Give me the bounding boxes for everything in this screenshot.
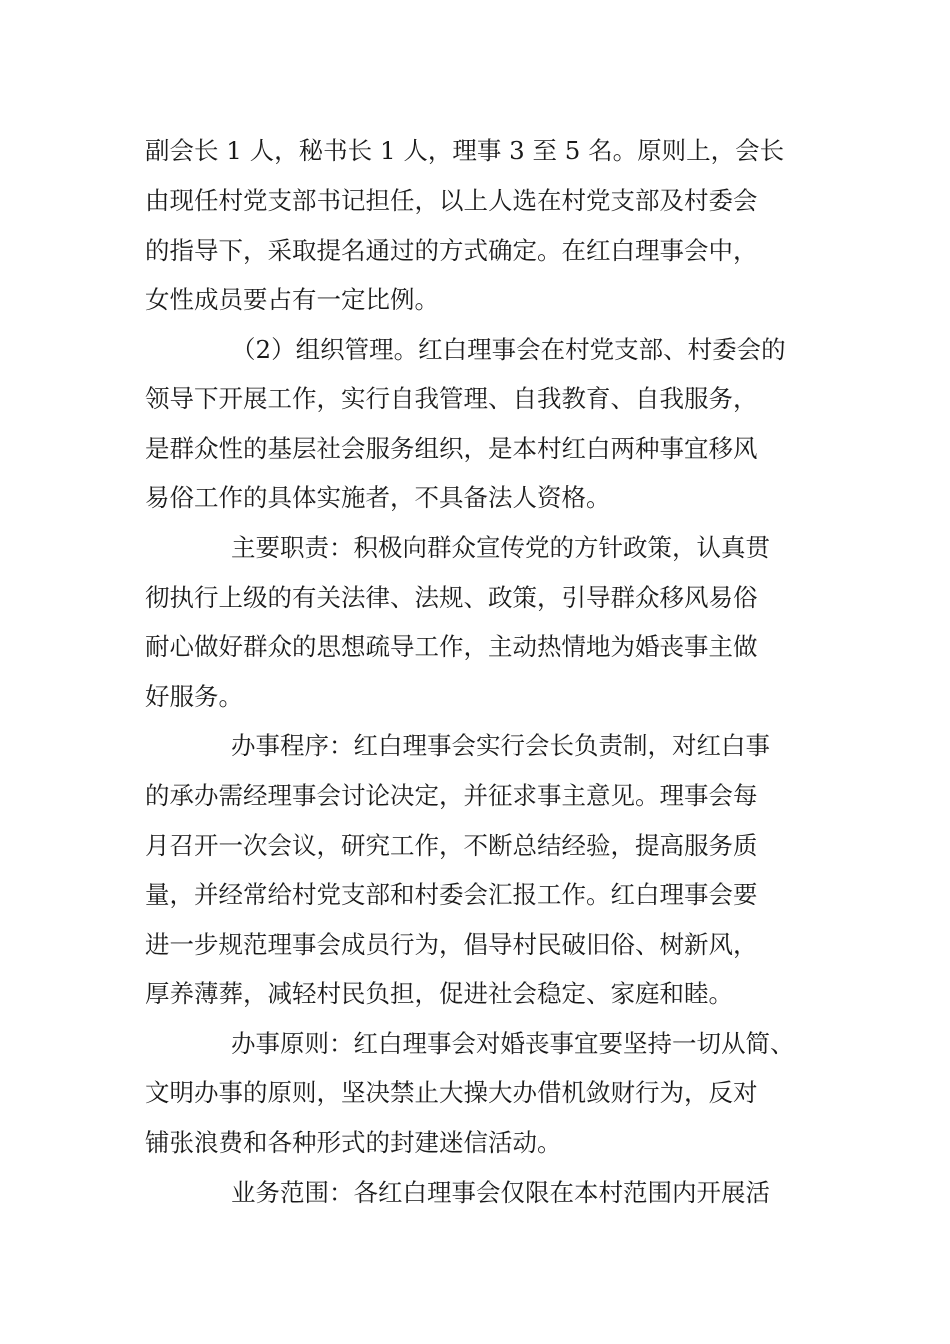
text-line: 领导下开展工作，实行自我管理、自我教育、自我服务， (145, 384, 758, 413)
text-line: 进一步规范理事会成员行为，倡导村民破旧俗、树新风， (145, 930, 758, 959)
paragraph-start-line: 业务范围：各红白理事会仅限在本村范围内开展活 (231, 1178, 770, 1207)
text-line: 的指导下，采取提名通过的方式确定。在红白理事会中， (145, 236, 758, 265)
text-line: 文明办事的原则，坚决禁止大操大办借机敛财行为，反对 (145, 1078, 758, 1107)
text-line: 女性成员要占有一定比例。 (145, 285, 439, 314)
text-line: 易俗工作的具体实施者，不具备法人资格。 (145, 483, 611, 512)
text-line: 由现任村党支部书记担任，以上人选在村党支部及村委会 (145, 186, 758, 215)
text-line: 耐心做好群众的思想疏导工作，主动热情地为婚丧事主做 (145, 632, 758, 661)
paragraph-start-line: 办事原则：红白理事会对婚丧事宜要坚持一切从简、 (231, 1029, 795, 1058)
text-line: 是群众性的基层社会服务组织，是本村红白两种事宜移风 (145, 434, 758, 463)
text-line: 副会长 1 人，秘书长 1 人，理事 3 至 5 名。原则上，会长 (145, 136, 785, 165)
text-line: 量，并经常给村党支部和村委会汇报工作。红白理事会要 (145, 880, 758, 909)
paragraph-start-line: 办事程序：红白理事会实行会长负责制，对红白事 (231, 731, 770, 760)
text-line: 厚养薄葬，减轻村民负担，促进社会稳定、家庭和睦。 (145, 979, 733, 1008)
paragraph-start-line: （2）组织管理。红白理事会在村党支部、村委会的 (231, 335, 786, 364)
text-line: 月召开一次会议，研究工作，不断总结经验，提高服务质 (145, 831, 758, 860)
paragraph-start-line: 主要职责：积极向群众宣传党的方针政策，认真贯 (231, 533, 770, 562)
text-line: 好服务。 (145, 682, 243, 711)
text-line: 的承办需经理事会讨论决定，并征求事主意见。理事会每 (145, 781, 758, 810)
text-line: 彻执行上级的有关法律、法规、政策，引导群众移风易俗 (145, 583, 758, 612)
text-line: 铺张浪费和各种形式的封建迷信活动。 (145, 1128, 562, 1157)
